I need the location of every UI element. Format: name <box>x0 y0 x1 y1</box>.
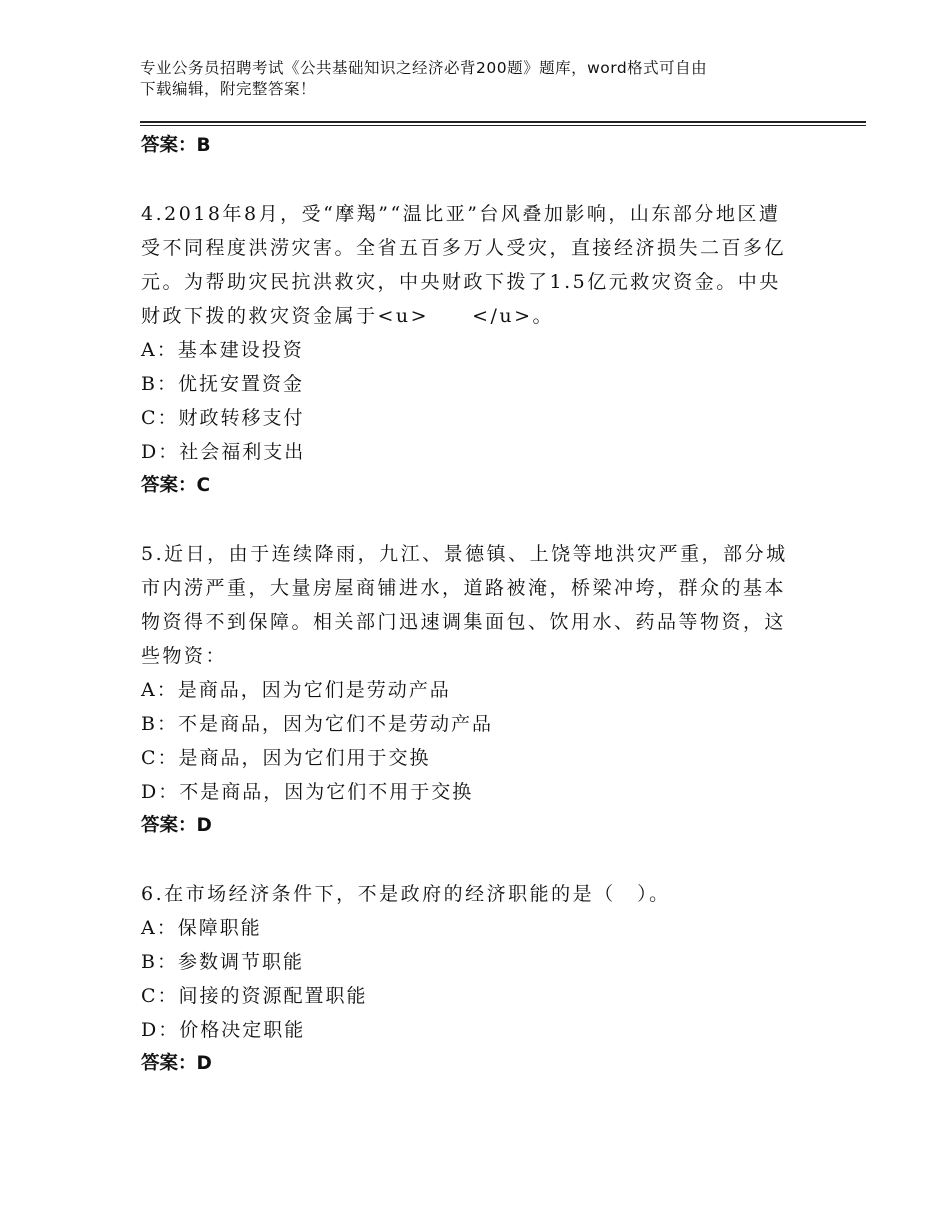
header-divider-thin <box>140 125 866 126</box>
document-header <box>140 58 810 100</box>
previous-answer: 答案：B <box>141 135 211 156</box>
question-4 <box>141 197 801 503</box>
option-c: C：间接的资源配置职能 <box>141 985 368 1007</box>
header-divider-thick <box>140 121 866 123</box>
spacer <box>141 843 801 877</box>
option-b: B：参数调节职能 <box>141 951 304 973</box>
option-c: C：是商品，因为它们用于交换 <box>141 747 431 769</box>
header-title-line1: 专业公务员招聘考试《公共基础知识之经济必背200题》题库，word格式可自由 <box>140 59 708 77</box>
question-5 <box>141 537 801 843</box>
header-title-line2: 下载编辑，附完整答案！ <box>140 80 317 98</box>
option-d: D：不是商品，因为它们不用于交换 <box>141 781 474 803</box>
option-a: A：保障职能 <box>141 917 262 939</box>
option-b: B：优抚安置资金 <box>141 373 304 395</box>
spacer <box>141 163 801 197</box>
answer: 答案：D <box>141 815 212 836</box>
question-list <box>141 129 801 1081</box>
question-stem: 4.2018年8月，受“摩羯”“温比亚”台风叠加影响，山东部分地区遭受不同程度洪涝灾害。全省五百多万人受灾，直接经济损失二百多亿元。为帮助灾民抗洪救灾，中央财政下拨了1.5亿元救灾资金。中央财政下拨的救灾资金属于<u> </u>。 <box>141 203 787 327</box>
question-stem: 5.近日，由于连续降雨，九江、景德镇、上饶等地洪灾严重，部分城市内涝严重，大量房屋商铺进水，道路被淹，桥梁冲垮，群众的基本物资得不到保障。相关部门迅速调集面包、饮用水、药品等物资，这些物资： <box>141 543 788 667</box>
option-d: D：社会福利支出 <box>141 441 306 463</box>
answer: 答案：D <box>141 1053 212 1074</box>
option-c: C：财政转移支付 <box>141 407 305 429</box>
question-6 <box>141 877 801 1081</box>
answer: 答案：C <box>141 475 211 496</box>
question-stem: 6.在市场经济条件下，不是政府的经济职能的是（ ）。 <box>141 883 671 905</box>
option-a: A：是商品，因为它们是劳动产品 <box>141 679 451 701</box>
option-d: D：价格决定职能 <box>141 1019 306 1041</box>
spacer <box>141 503 801 537</box>
option-a: A：基本建设投资 <box>141 339 304 361</box>
option-b: B：不是商品，因为它们不是劳动产品 <box>141 713 493 735</box>
